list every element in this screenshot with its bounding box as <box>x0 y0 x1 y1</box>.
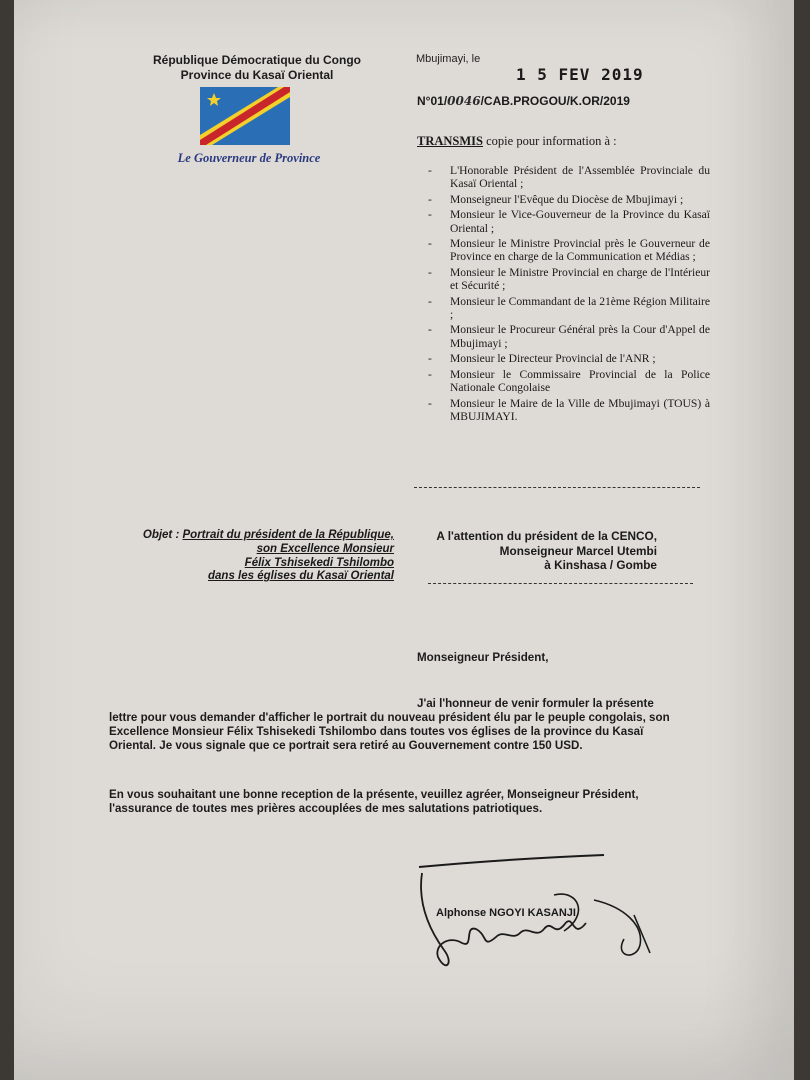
republic-name: République Démocratique du Congo <box>152 53 361 67</box>
signatory-name: Alphonse NGOYI KASANJI <box>436 907 576 919</box>
list-item: - Monsieur le Procureur Général près la Cour d'Appel de Mbujimayi ; <box>428 323 710 350</box>
list-item: - Monsieur le Directeur Provincial de l'ANR ; <box>428 352 656 366</box>
list-item: - Monsieur le Ministre Provincial près le Gouverneur de Province en charge de la Communication et Médias ; <box>428 237 710 264</box>
province-name: Province du Kasaï Oriental <box>180 68 334 82</box>
recipient-text: Monsieur le Vice-Gouverneur de la Province du Kasaï Oriental ; <box>450 208 710 235</box>
subject-text-3: Félix Tshisekedi Tshilombo <box>244 556 394 569</box>
subject-block <box>104 529 394 584</box>
list-item: - Monsieur le Commandant de la 21ème Région Militaire ; <box>428 294 710 322</box>
subject-text-2: son Excellence Monsieur <box>256 542 394 555</box>
dateline-place: Mbujimayi, le <box>416 53 481 65</box>
recipient-text: Monsieur le Commissaire Provincial de la Police Nationale Congolaise <box>450 367 710 395</box>
subject-text-4: dans les églises du Kasaï Oriental <box>208 570 394 583</box>
paragraph-1-body: lettre pour vous demander d'afficher le portrait du nouveau président élu par le peuple congolais, son Excellence Monsieur Félix Tshisekedi Tshilombo dans toutes vos églises de la province du Kasaï Oriental. Je vous signale que ce portrait sera retiré au Gouvernement contre 150 USD. <box>109 711 670 752</box>
list-item: - Monsieur le Commissaire Provincial de la Police Nationale Congolaise <box>428 367 710 395</box>
recipient-text: Monseigneur l'Evêque du Diocèse de Mbujimayi ; <box>450 192 684 206</box>
drc-flag-icon <box>200 87 290 145</box>
recipient-text: Monsieur le Maire de la Ville de Mbujimayi (TOUS) à MBUJIMAYI. <box>450 396 710 423</box>
date-stamp: 1 5 FEV 2019 <box>516 65 644 84</box>
transmis-rest: copie pour information à : <box>483 134 617 148</box>
list-item: - Monsieur le Vice-Gouverneur de la Province du Kasaï Oriental ; <box>428 208 710 235</box>
recipient-text: Monsieur le Procureur Général près la Cour d'Appel de Mbujimayi ; <box>450 323 710 350</box>
salutation: Monseigneur Président, <box>417 651 549 664</box>
list-item: - L'Honorable Président de l'Assemblée Provinciale du Kasaï Oriental ; <box>428 164 710 191</box>
list-item: - Monsieur le Maire de la Ville de Mbujimayi (TOUS) à MBUJIMAYI. <box>428 396 710 423</box>
paragraph-2: En vous souhaitant une bonne reception de la présente, veuillez agréer, Monseigneur Président, l'assurance de toutes mes prières accouplées de mes salutations patriotiques. <box>109 788 639 815</box>
subject-line-1 <box>104 529 394 543</box>
reference-handwritten: 0046 <box>447 94 481 108</box>
paragraph-1-first-line: J'ai l'honneur de venir formuler la présente <box>417 697 654 710</box>
attention-line-3: à Kinshasa / Gombe <box>544 558 657 572</box>
list-item: - Monseigneur l'Evêque du Diocèse de Mbujimayi ; <box>428 192 684 206</box>
recipient-text: Monsieur le Ministre Provincial en charge de l'Intérieur et Sécurité ; <box>450 265 710 293</box>
attention-line-2: Monseigneur Marcel Utembi <box>499 543 657 558</box>
reference-suffix: /CAB.PROGOU/K.OR/2019 <box>480 94 630 108</box>
recipient-text: Monsieur le Directeur Provincial de l'ANR ; <box>450 352 656 366</box>
reference-prefix: N°01/ <box>417 94 448 108</box>
attention-block <box>394 529 657 573</box>
attention-line-1: A l'attention du président de la CENCO, <box>436 529 657 543</box>
subject-label: Objet : <box>142 529 180 541</box>
transmis-line <box>417 134 617 149</box>
separator-line <box>428 583 693 584</box>
subject-text-1: Portrait du président de la République, <box>182 529 394 541</box>
transmis-label: TRANSMIS <box>417 134 483 148</box>
letter-page <box>14 0 794 1080</box>
recipient-list <box>428 164 710 425</box>
reference-number <box>417 94 630 108</box>
recipient-text: Monsieur le Commandant de la 21ème Région Militaire ; <box>450 294 710 322</box>
list-item: - Monsieur le Ministre Provincial en charge de l'Intérieur et Sécurité ; <box>428 265 710 293</box>
separator-line <box>414 487 700 488</box>
recipient-text: Monsieur le Ministre Provincial près le Gouverneur de Province en charge de la Communication et Médias ; <box>450 237 710 264</box>
recipient-text: L'Honorable Président de l'Assemblée Provinciale du Kasaï Oriental ; <box>450 164 710 191</box>
governor-title: Le Gouverneur de Province <box>177 151 321 165</box>
